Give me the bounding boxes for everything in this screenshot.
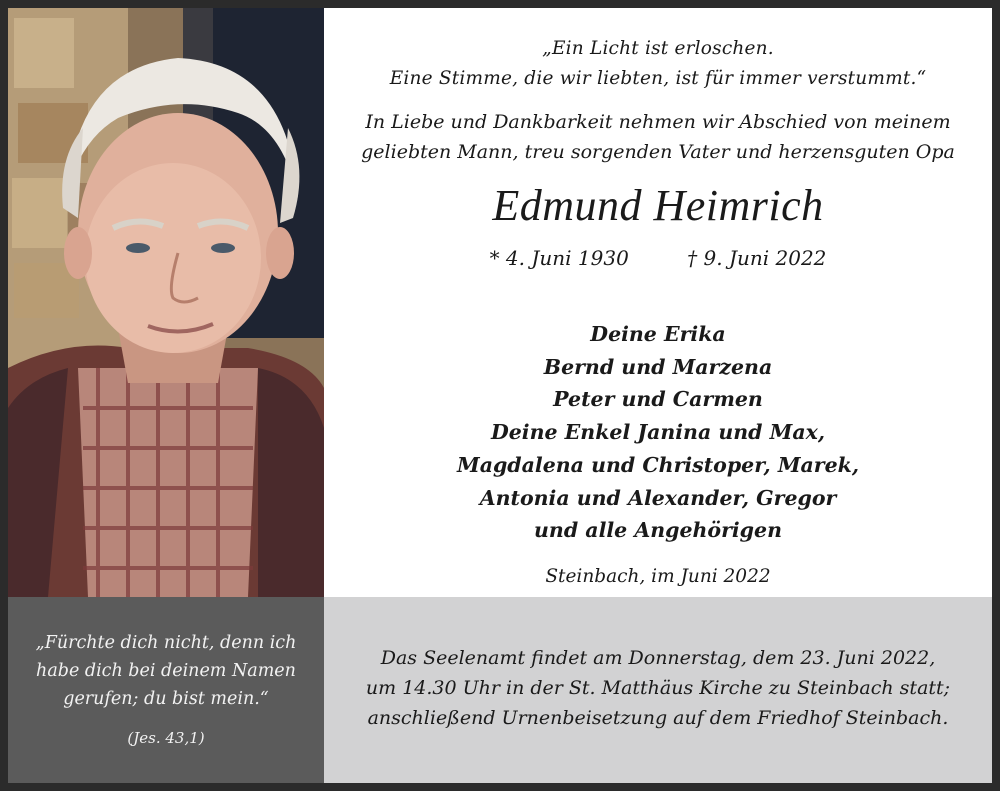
intro-line: In Liebe und Dankbarkeit nehmen wir Abschied von meinem: [365, 111, 951, 133]
verse-line: habe dich bei deinem Namen: [36, 661, 296, 681]
birth-date: * 4. Juni 1930: [489, 246, 629, 270]
mourner-line: Bernd und Marzena: [543, 354, 773, 379]
service-line: anschließend Urnenbeisetzung auf dem Friedhof Steinbach.: [367, 707, 949, 729]
death-date: † 9. Juni 2022: [687, 246, 827, 270]
mourner-line: Deine Erika: [590, 322, 726, 346]
mourners-list: [324, 318, 992, 547]
quote-line: „Ein Licht ist erloschen.: [542, 38, 774, 59]
mourner-line: und alle Angehörigen: [534, 518, 782, 543]
mourner-line: Antonia und Alexander, Gregor: [479, 485, 837, 510]
intro-line: geliebten Mann, treu sorgenden Vater und herzensguten Opa: [361, 141, 955, 163]
verse-line: „Fürchte dich nicht, denn ich: [35, 633, 297, 653]
mourner-line: Magdalena und Christoper, Marek,: [457, 452, 859, 477]
bible-verse: [8, 629, 324, 713]
mourner-line: Deine Enkel Janina und Max,: [490, 420, 825, 445]
deceased-name: Edmund Heimrich: [492, 181, 824, 230]
mourner-line: Peter und Carmen: [553, 387, 763, 412]
farewell-intro: [324, 107, 992, 167]
quote-line: Eine Stimme, die wir liebten, ist für immer verstummt.“: [389, 68, 927, 89]
bible-verse-box: [8, 597, 324, 783]
service-line: Das Seelenamt findet am Donnerstag, dem 23. Juni 2022,: [380, 647, 936, 669]
verse-line: gerufen; du bist mein.“: [63, 689, 269, 709]
portrait-illustration: [8, 8, 324, 597]
life-dates: [324, 244, 992, 272]
main-text-panel: [324, 8, 992, 597]
service-line: um 14.30 Uhr in der St. Matthäus Kirche zu Steinbach statt;: [365, 677, 951, 699]
place-and-date: Steinbach, im Juni 2022: [545, 566, 771, 587]
opening-quote: [324, 34, 992, 94]
portrait-photo: [8, 8, 324, 597]
service-info-box: [324, 597, 992, 783]
verse-reference: (Jes. 43,1): [127, 729, 205, 747]
service-details: [324, 643, 992, 733]
